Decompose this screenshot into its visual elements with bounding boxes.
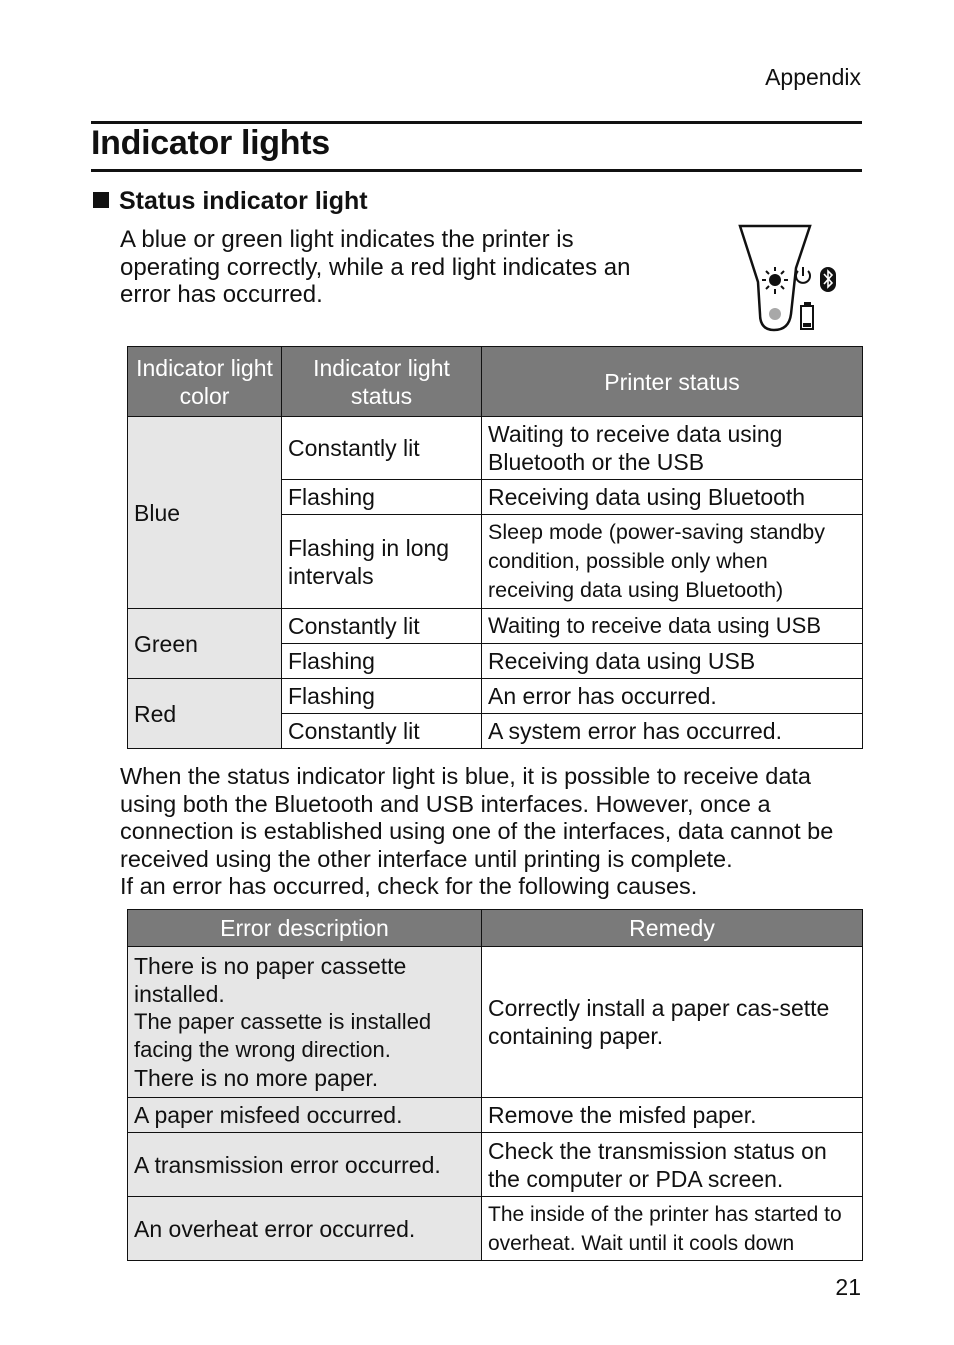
light-color-cell: Green (128, 609, 282, 679)
error-line: A transmission error occurred. (134, 1151, 441, 1178)
section-heading (93, 187, 368, 216)
column-header: Indicator light status (282, 347, 482, 417)
light-status-cell: Flashing (282, 480, 482, 515)
light-status-cell: Flashing (282, 644, 482, 679)
remedy-cell: Correctly install a paper cas-sette containing paper. (482, 947, 863, 1098)
error-description-cell (128, 1197, 482, 1261)
body-text (120, 763, 865, 901)
body-paragraph: If an error has occurred, check for the following causes. (120, 873, 698, 899)
status-table (127, 346, 863, 749)
remedy-cell: Remove the misfed paper. (482, 1098, 863, 1133)
column-header: Indicator light color (128, 347, 282, 417)
title-rule-bottom (91, 169, 862, 172)
printer-status-cell: Receiving data using USB (482, 644, 863, 679)
table-row (128, 609, 863, 644)
running-header: Appendix (765, 64, 861, 90)
table-row (128, 417, 863, 480)
error-description-cell (128, 1098, 482, 1133)
light-status-cell: Flashing in long intervals (282, 515, 482, 609)
error-description-cell (128, 947, 482, 1098)
light-color-cell: Blue (128, 417, 282, 609)
page-title: Indicator lights (91, 124, 330, 162)
table-row (128, 1098, 863, 1133)
error-description-cell (128, 1133, 482, 1197)
column-header: Error description (128, 910, 482, 947)
status-light-icon (769, 308, 781, 320)
error-table (127, 909, 863, 1261)
power-icon (796, 267, 810, 283)
light-color-cell: Red (128, 679, 282, 749)
column-header: Remedy (482, 910, 863, 947)
remedy-cell: Check the transmission status on the computer or PDA screen. (482, 1133, 863, 1197)
table-row (128, 1197, 863, 1261)
square-bullet-icon (93, 192, 109, 208)
page-number: 21 (835, 1274, 861, 1300)
printer-status-cell: Waiting to receive data using USB (482, 609, 863, 644)
table-row (128, 947, 863, 1098)
error-line: There is no paper cassette installed. (134, 953, 407, 1007)
light-status-cell: Constantly lit (282, 417, 482, 480)
table-row (128, 1133, 863, 1197)
section-heading-text: Status indicator light (119, 187, 368, 215)
printer-status-cell: A system error has occurred. (482, 714, 863, 749)
indicator-light-icon (762, 267, 788, 294)
table-row (128, 679, 863, 714)
printer-status-cell: Waiting to receive data using Bluetooth or the USB (482, 417, 863, 480)
error-line: An overheat error occurred. (134, 1215, 416, 1242)
light-status-cell: Constantly lit (282, 714, 482, 749)
error-line: A paper misfeed occurred. (134, 1102, 403, 1128)
error-line: There is no more paper. (134, 1065, 379, 1091)
printer-status-cell: Sleep mode (power-saving standby condition, possible only when receiving data using Bluetooth) (482, 515, 863, 609)
bluetooth-icon (820, 267, 836, 292)
remedy-cell: The inside of the printer has started to overheat. Wait until it cools down (482, 1197, 863, 1261)
body-paragraph: When the status indicator light is blue, it is possible to receive data using both the Bluetooth and USB interfaces. However, once a connection is established using one of the interfaces, data cannot be received using the other interface until printing is complete. (120, 763, 834, 872)
light-status-cell: Flashing (282, 679, 482, 714)
table-header-row (128, 347, 863, 417)
table-header-row (128, 910, 863, 947)
error-line: The paper cassette is installed facing the wrong direction. (134, 1009, 432, 1062)
printer-status-cell: An error has occurred. (482, 679, 863, 714)
printer-status-cell: Receiving data using Bluetooth (482, 480, 863, 515)
intro-paragraph: A blue or green light indicates the printer is operating correctly, while a red light indicates an error has occurred. (120, 226, 631, 308)
light-status-cell: Constantly lit (282, 609, 482, 644)
printer-indicator-illustration (734, 222, 844, 337)
column-header: Printer status (482, 347, 863, 417)
battery-icon (801, 302, 813, 329)
